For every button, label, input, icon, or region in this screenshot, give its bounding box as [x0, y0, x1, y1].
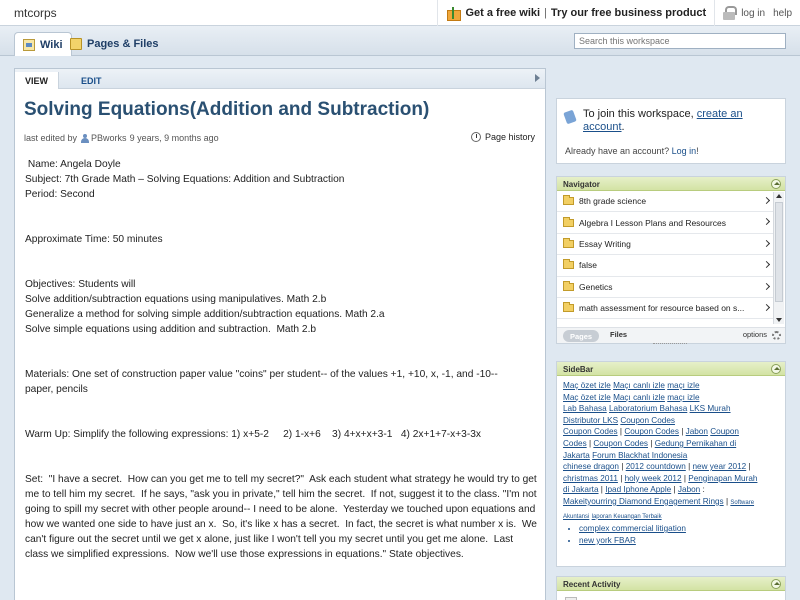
navigator-tab-pages[interactable]: Pages [563, 330, 599, 342]
nav-item-math-assessment[interactable] [557, 298, 773, 319]
navigator-footer [557, 327, 785, 343]
separator: | [650, 438, 653, 448]
sidebar-header [557, 362, 785, 376]
gear-icon[interactable] [772, 331, 781, 340]
user-icon [81, 134, 89, 143]
page-title: Solving Equations(Addition and Subtraction) [24, 99, 430, 120]
page-content [14, 68, 546, 600]
sidebar-link[interactable]: Penginapan Murah [688, 473, 758, 483]
sidebar-link[interactable]: Coupon Codes [563, 427, 618, 437]
tab-pages-files[interactable] [62, 32, 167, 56]
resize-grip[interactable] [653, 343, 687, 345]
sidebar-link[interactable]: Jabon [685, 427, 708, 437]
separator: | [621, 462, 624, 472]
objectives-heading: Objectives: Students will [25, 279, 136, 290]
nav-item-label: Algebra I Lesson Plans and Resources [579, 217, 726, 228]
separator: | [725, 496, 729, 506]
sidebar-link[interactable]: maçı izle [667, 392, 700, 402]
sidebar-link[interactable]: new york FBAR [579, 535, 636, 545]
sidebar-link[interactable]: Distributor LKS [563, 415, 619, 425]
sidebar-link[interactable]: Jakarta [563, 450, 590, 460]
scroll-up-icon[interactable] [776, 194, 782, 198]
list-item [579, 523, 779, 535]
folder-icon [563, 240, 574, 248]
sidebar-link[interactable]: di Jakarta [563, 485, 599, 495]
nav-item-false[interactable] [557, 255, 773, 276]
tab-edit[interactable]: EDIT [81, 75, 102, 86]
page-meta [24, 133, 219, 143]
sidebar-link[interactable]: Akuntansi [563, 513, 590, 520]
scroll-thumb[interactable] [775, 202, 783, 302]
join-workspace-box [556, 98, 786, 164]
separator: : [702, 485, 705, 495]
sidebar-link[interactable]: Coupon Codes [620, 415, 675, 425]
objective-2: Generalize a method for solving simple addition/subtraction equations. Math 2.a [25, 309, 385, 320]
promo-links [437, 0, 714, 26]
sidebar-link[interactable]: Gedung Pernikahan di [654, 438, 737, 448]
sidebar-link[interactable]: complex commercial litigation [579, 524, 686, 534]
wiki-icon [23, 39, 35, 51]
warm-up: Warm Up: Simplify the following expressions: 1) x+5-2 2) 1-x+6 3) 4+x+x+3-1 4) 2x+1+7-x+3-3x [25, 429, 481, 440]
lesson-period: Period: Second [25, 189, 95, 200]
have-account-text [565, 146, 699, 156]
separator: | [620, 473, 623, 483]
nav-item-label: Essay Writing [579, 238, 631, 249]
meta-time: 9 years, 9 months ago [129, 133, 219, 143]
page-history-label: Page history [484, 132, 535, 142]
nav-item-label: false [579, 260, 597, 271]
sidebar-link[interactable]: new year 2012 [692, 462, 747, 472]
separator: | [688, 462, 691, 472]
lock-icon [723, 6, 735, 20]
recent-activity-header [557, 577, 785, 591]
page-body [25, 157, 540, 562]
sidebar-link[interactable]: Ipad Iphone Apple [605, 485, 672, 495]
chevron-right-icon [763, 240, 770, 247]
nav-item-label: math assessment for resource based on s... [579, 303, 745, 314]
top-bar [0, 0, 800, 26]
separator: | [683, 473, 686, 483]
chevron-right-icon [763, 261, 770, 268]
lesson-name: Name: Angela Doyle [25, 159, 121, 170]
sidebar-link[interactable]: 2012 countdown [625, 462, 686, 472]
view-edit-tabs [15, 69, 545, 89]
search-input[interactable] [574, 33, 786, 49]
materials: Materials: One set of construction paper value "coins" per student-- of the values +1, +10, x, -1, and -10-- paper, pencils [25, 369, 498, 395]
already-text: Already have an account? [565, 146, 672, 156]
business-product-link[interactable]: Try our free business product [550, 7, 707, 19]
separator: | [681, 427, 684, 437]
navigator-title: Navigator [563, 180, 600, 189]
sidebar-link[interactable]: chinese dragon [563, 462, 619, 472]
separator: | [748, 462, 751, 472]
nav-item-genetics[interactable] [557, 277, 773, 298]
sidebar-link[interactable]: Maçı canlı izle [613, 381, 665, 390]
folder-icon [563, 219, 574, 227]
navigator-panel [556, 176, 786, 344]
collapse-icon[interactable] [771, 179, 781, 189]
recent-activity-panel [556, 576, 786, 600]
page-history-link[interactable] [471, 132, 535, 142]
sidebar-link[interactable]: Jabon [677, 485, 701, 495]
meta-prefix: last edited by [24, 133, 78, 143]
folder-icon [563, 283, 574, 291]
sidebar-content [563, 380, 779, 546]
sidebar-link[interactable]: holy week 2012 [624, 473, 682, 483]
workspace-tabs [0, 26, 800, 56]
auth-links [714, 0, 800, 26]
nav-item-algebra[interactable] [557, 212, 773, 233]
join-prefix: To join this workspace, [583, 108, 697, 120]
tab-wiki-label: Wiki [40, 38, 63, 51]
sidebar-link[interactable]: Maç özet izle [563, 381, 611, 390]
hand-icon [563, 110, 577, 125]
create-account-link[interactable]: create an account [583, 108, 743, 133]
folder-icon [563, 197, 574, 205]
gift-icon [446, 6, 460, 20]
separator: | [588, 438, 592, 448]
tab-pages-files-label: Pages & Files [87, 38, 159, 50]
navigator-scrollbar[interactable] [773, 192, 784, 324]
separator: | [673, 485, 676, 495]
chevron-right-icon [763, 304, 770, 311]
scroll-down-icon[interactable] [776, 318, 782, 322]
free-wiki-link[interactable]: Get a free wiki [465, 7, 541, 19]
clock-icon [471, 132, 481, 142]
log-in-link[interactable]: Log in [671, 146, 697, 156]
navigator-tab-files[interactable]: Files [610, 330, 628, 339]
join-text [583, 108, 781, 134]
meta-user-link[interactable]: PBworks [91, 133, 127, 143]
navigator-header [557, 177, 785, 191]
sidebar-link[interactable]: Laboratorium Bahasa [609, 404, 688, 414]
sidebar-link[interactable]: LKS Murah [689, 404, 731, 414]
recent-activity-title: Recent Activity [563, 580, 621, 589]
set-paragraph: Set: "I have a secret. How can you get me to tell my secret?" Ask each student what strategy he would try to get me to tell him my secret. If he says, "ask you in private," tell him the secret. If not, suggest it to the class. "I'm not going to spill my secret with other people around-- I need to be alone. Yesterday we touched upon equations and how we wanted one side to have just an x. So, it's like x has a secret. In fact, the secret is what number x is. We can't figure out the secret until we get x alone, just like I won't tell you my secret until you get me alone. Last class we simplified expressions. Now we'll use those expressions in equations." State objectives. [25, 474, 540, 560]
help-link[interactable]: help [773, 7, 792, 19]
expand-arrow-icon[interactable] [535, 74, 540, 82]
nav-item-label: 8th grade science [579, 196, 647, 207]
lesson-time: Approximate Time: 50 minutes [25, 234, 163, 245]
objective-3: Solve simple equations using addition and subtraction. Math 2.b [25, 324, 317, 335]
sidebar-title: SideBar [563, 365, 594, 374]
sidebar-link[interactable]: Makeityourring Diamond Engagement Rings [563, 496, 724, 506]
sidebar-link[interactable]: maçı izle [667, 381, 700, 390]
chevron-right-icon [763, 197, 770, 204]
navigator-options-link[interactable]: options [742, 330, 767, 339]
nav-item-8th-grade-science[interactable] [557, 191, 773, 212]
nav-item-label: Genetics [579, 281, 613, 292]
sidebar-link[interactable]: Coupon [710, 427, 739, 437]
navigator-list [557, 191, 773, 319]
objective-1: Solve addition/subtraction equations using manipulatives. Math 2.b [25, 294, 327, 305]
lesson-subject: Subject: 7th Grade Math – Solving Equations: Addition and Subtraction [25, 174, 345, 185]
list-item [579, 535, 779, 547]
tab-view[interactable]: VIEW [15, 72, 59, 89]
folder-icon [563, 304, 574, 312]
login-link[interactable]: log in [741, 7, 766, 19]
sidebar-link[interactable]: Codes [563, 438, 587, 448]
sidebar-link[interactable]: Lab Bahasa [563, 404, 607, 414]
already-suffix: ! [696, 146, 699, 156]
sidebar-link[interactable]: laporan Keuangan Terbaik [591, 513, 662, 520]
sidebar-link[interactable]: Forum Blackhat Indonesia [592, 450, 688, 460]
separator: | [544, 7, 547, 19]
sidebar-link[interactable]: Maç özet izle [563, 392, 611, 402]
separator: | [619, 427, 623, 437]
collapse-icon[interactable] [771, 579, 781, 589]
sidebar-link[interactable]: Coupon Codes [624, 427, 679, 437]
separator: | [600, 485, 603, 495]
sidebar-link[interactable]: Maçı canlı izle [613, 392, 665, 402]
sidebar-link[interactable]: Software [730, 499, 755, 506]
sidebar-link[interactable]: Coupon Codes [593, 438, 648, 448]
nav-item-essay-writing[interactable] [557, 234, 773, 255]
folder-icon [563, 261, 574, 269]
chevron-right-icon [763, 218, 770, 225]
join-suffix: . [621, 121, 625, 133]
sidebar-list [579, 523, 779, 546]
collapse-icon[interactable] [771, 364, 781, 374]
sidebar-link[interactable]: christmas 2011 [563, 473, 618, 483]
account-links [437, 0, 800, 26]
workspace-name[interactable]: mtcorps [14, 6, 57, 20]
folder-icon [70, 38, 82, 50]
sidebar-panel [556, 361, 786, 567]
chevron-right-icon [763, 283, 770, 290]
